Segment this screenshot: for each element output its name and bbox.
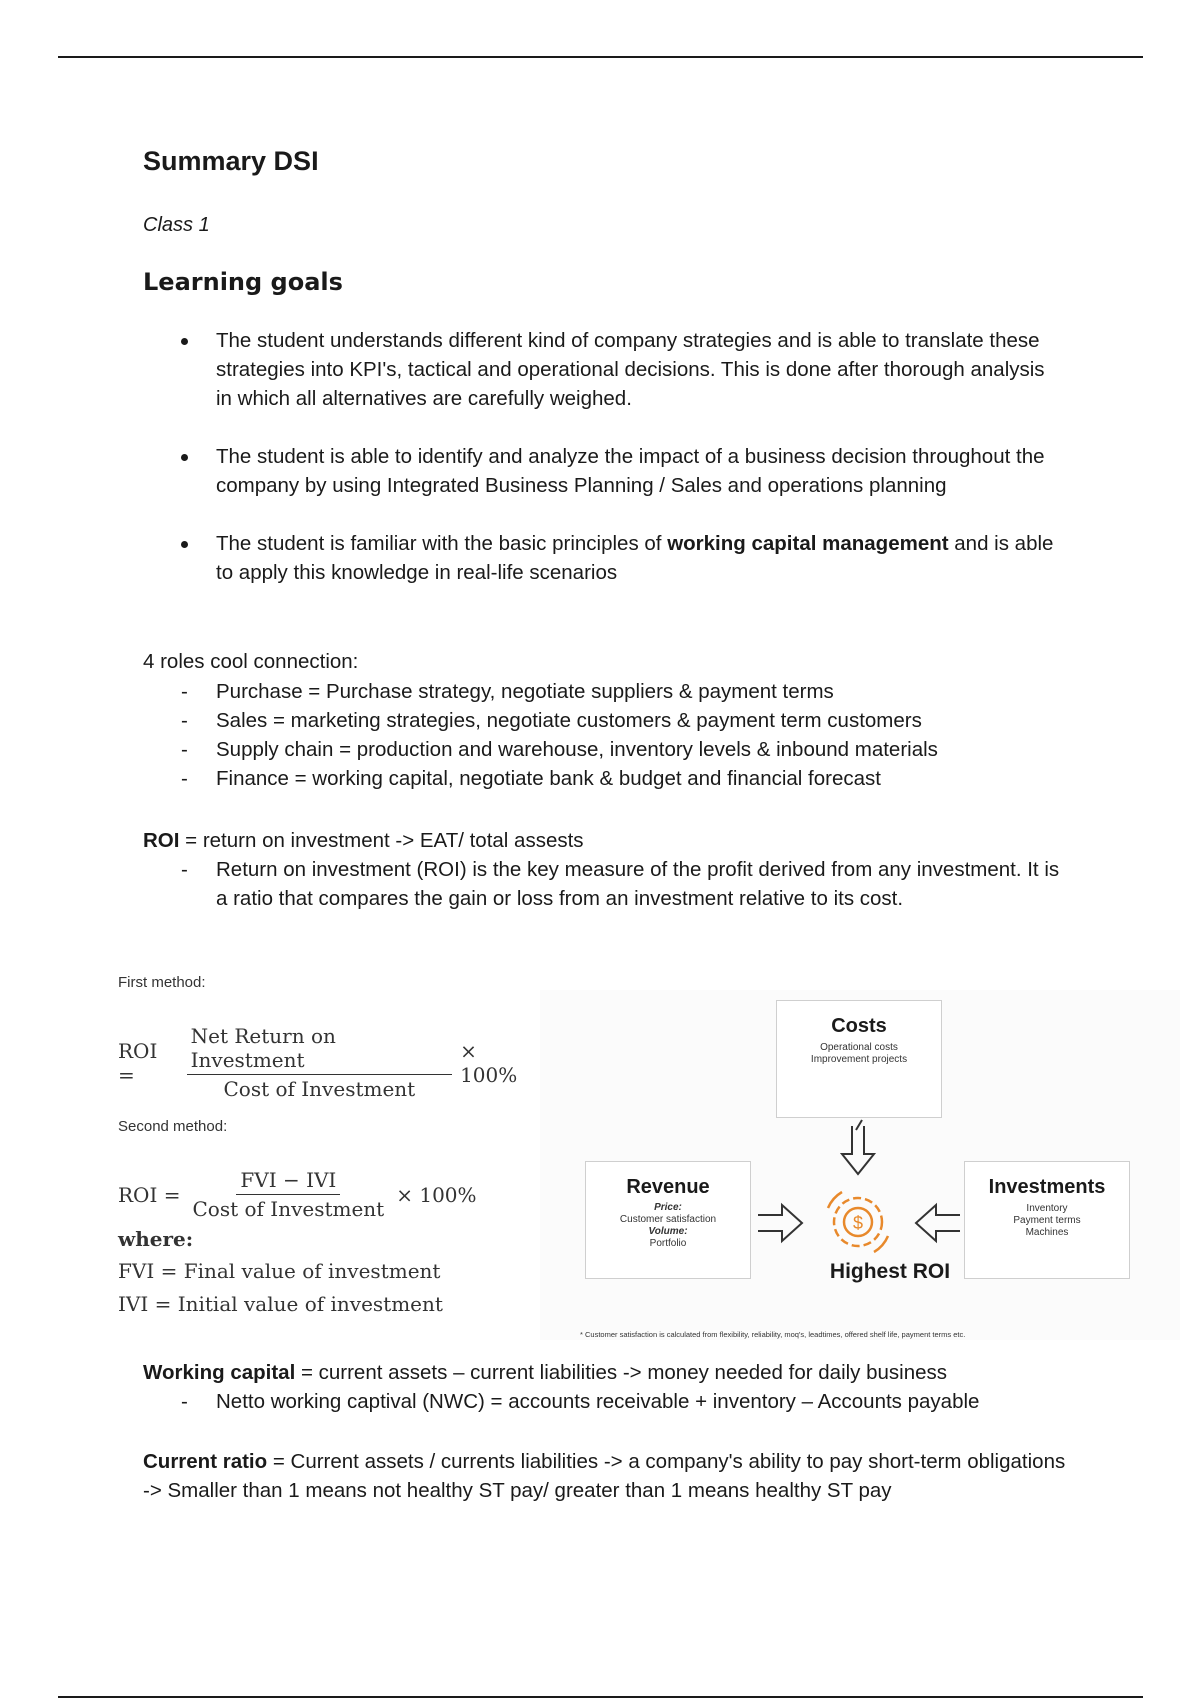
svg-text:$: $ bbox=[852, 1213, 864, 1233]
working-capital-list bbox=[143, 1387, 1063, 1416]
bullet-icon bbox=[181, 541, 188, 548]
arrow-left-icon bbox=[916, 1205, 960, 1241]
current-ratio-definition: Current ratio = Current assets / currents liabilities -> a company's ability to pay short-term obligations -> Smaller than 1 means not healthy ST pay/ greater than 1 means healthy ST pay bbox=[143, 1450, 1066, 1502]
first-formula: ROI = $\frac{\text{Net Return on Investment}}{\text{Cost of Investment}}$ × 100% bbox=[118, 1024, 518, 1101]
list-item: - Netto working captival (NWC) = accounts receivable + inventory – Accounts payable bbox=[181, 1390, 980, 1413]
second-formula: ROI = $\frac{\text{FVI − IVI}}{\text{Cost of Investment}}$ × 100% bbox=[118, 1168, 477, 1221]
footer-rule bbox=[58, 1696, 1143, 1698]
costs-box: Costs Operational costs Improvement projects bbox=[776, 1000, 942, 1118]
list-item: The student is familiar with the basic principles of working capital management and is able to apply this knowledge in real-life scenarios bbox=[143, 529, 1063, 587]
gear-dollar-icon bbox=[828, 1192, 888, 1252]
ivi-definition: IVI = Initial value of investment bbox=[118, 1292, 443, 1316]
arrow-down-icon bbox=[842, 1120, 874, 1174]
roi-detail-list bbox=[143, 855, 1063, 913]
list-item: - Finance = working capital, negotiate bank & budget and financial forecast bbox=[181, 767, 881, 790]
working-capital-definition: Working capital = current assets – current liabilities -> money needed for daily business bbox=[143, 1361, 948, 1384]
list-item: - Return on investment (ROI) is the key measure of the profit derived from any investment. It is a ratio that compares the gain or loss from an investment relative to its cost. bbox=[181, 858, 1060, 910]
header-rule bbox=[58, 56, 1143, 58]
roi-diagram bbox=[540, 990, 1180, 1340]
diagram-arrows bbox=[540, 990, 1180, 1340]
class-label: Class 1 bbox=[143, 214, 210, 236]
first-method-label: First method: bbox=[118, 974, 206, 991]
revenue-box: Revenue Price: Customer satisfaction Volume: Portfolio bbox=[585, 1161, 751, 1279]
list-item: - Sales = marketing strategies, negotiate customers & payment term customers bbox=[181, 709, 922, 732]
diagram-footnote: * Customer satisfaction is calculated from flexibility, reliability, moq's, leadtimes, offered shelf life, payment terms etc. bbox=[580, 1330, 966, 1339]
learning-goals-heading: Learning goals bbox=[143, 268, 343, 296]
list-item: The student understands different kind of company strategies and is able to translate these strategies into KPI's, tactical and operational decisions. This is done after thorough analysis in which all alternatives are carefully weighed. bbox=[143, 326, 1063, 413]
arrow-right-icon bbox=[758, 1205, 802, 1241]
roi-definition: ROI = return on investment -> EAT/ total assests bbox=[143, 829, 584, 852]
highest-roi-label: Highest ROI bbox=[829, 1260, 951, 1283]
fvi-definition: FVI = Final value of investment bbox=[118, 1259, 441, 1283]
roles-list bbox=[143, 677, 1063, 793]
investments-box: Investments Inventory Payment terms Machines bbox=[964, 1161, 1130, 1279]
list-item: - Supply chain = production and warehouse, inventory levels & inbound materials bbox=[181, 738, 938, 761]
list-item: The student is able to identify and analyze the impact of a business decision throughout the company by using Integrated Business Planning / Sales and operations planning bbox=[143, 442, 1063, 500]
page-title: Summary DSI bbox=[143, 146, 319, 176]
roles-intro: 4 roles cool connection: bbox=[143, 650, 359, 673]
list-item: - Purchase = Purchase strategy, negotiate suppliers & payment terms bbox=[181, 680, 834, 703]
where-label: where: bbox=[118, 1227, 194, 1251]
second-method-label: Second method: bbox=[118, 1118, 228, 1135]
bullet-icon bbox=[181, 454, 188, 461]
learning-goals-list bbox=[143, 326, 1063, 616]
bullet-icon bbox=[181, 338, 188, 345]
